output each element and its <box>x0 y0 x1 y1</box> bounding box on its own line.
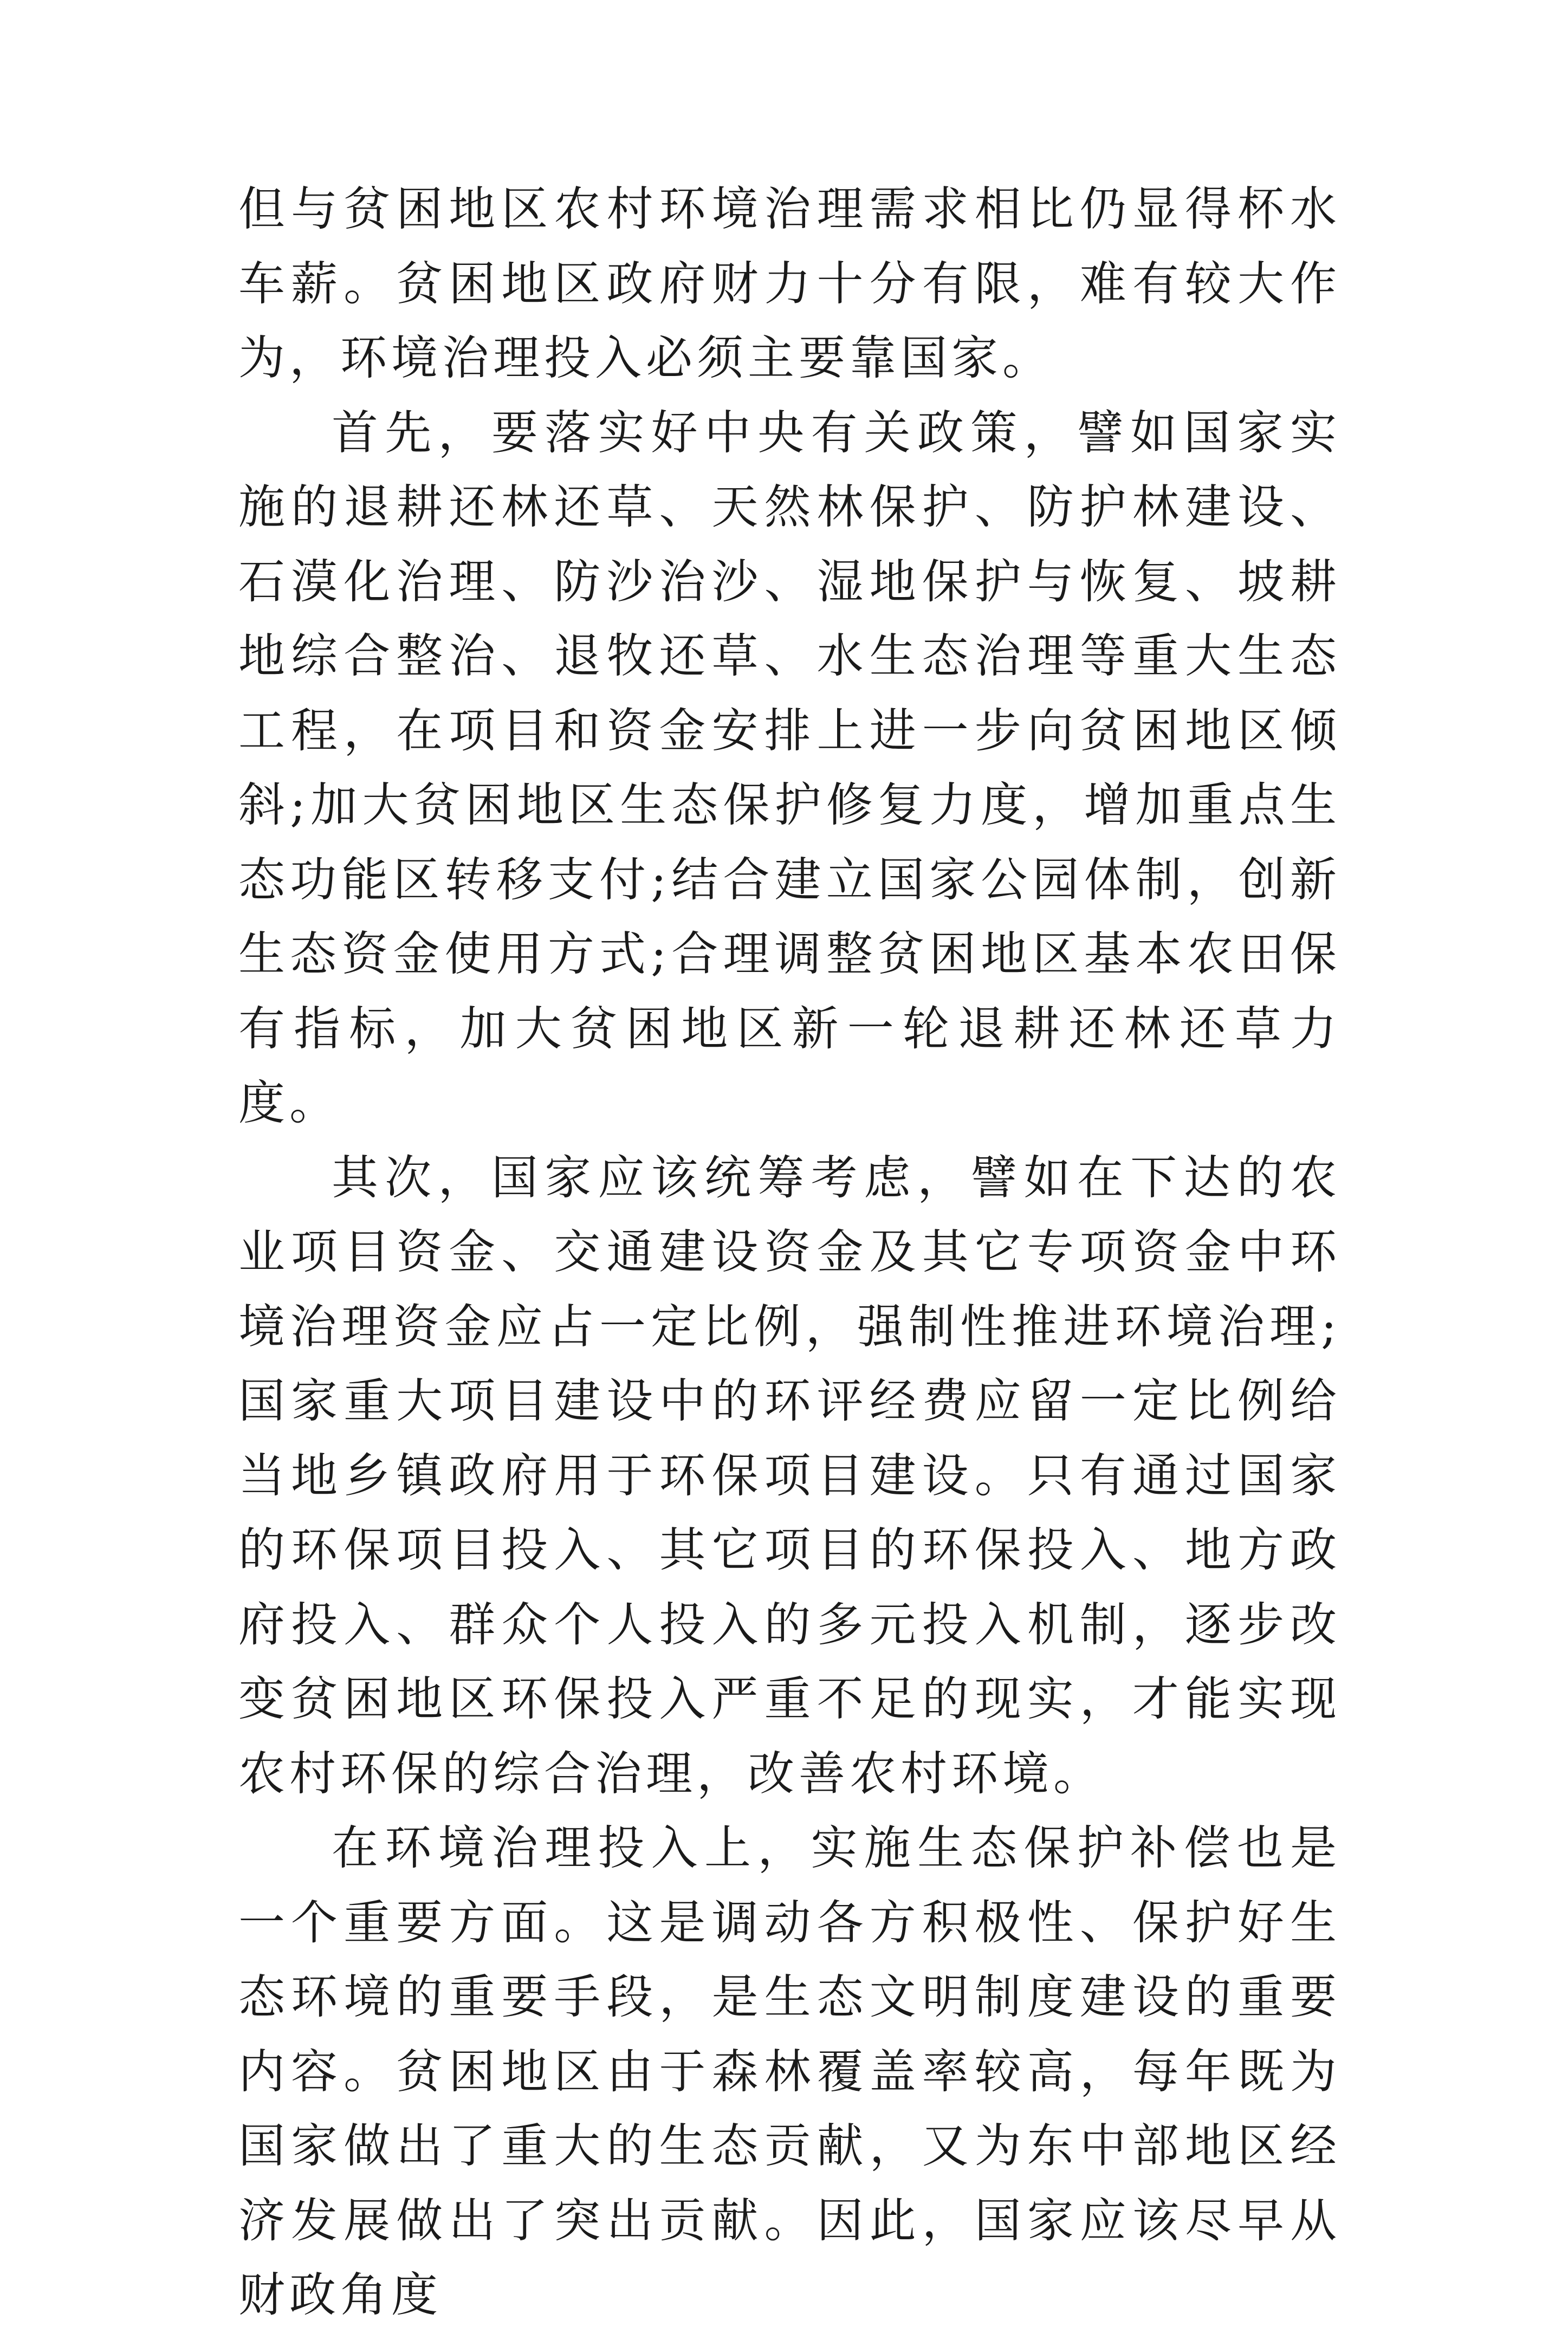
paragraph-4: 在环境治理投入上，实施生态保护补偿也是一个重要方面。这是调动各方积极性、保护好生态环境的重要手段，是生态文明制度建设的重要内容。贫困地区由于森林覆盖率较高，每年既为国家做出了重大的生态贡献，又为东中部地区经济发展做出了突出贡献。因此，国家应该尽早从财政角度 <box>238 1821 1341 2322</box>
document-body <box>238 172 1341 2333</box>
paragraph-3: 其次，国家应该统筹考虑，譬如在下达的农业项目资金、交通建设资金及其它专项资金中环境治理资金应占一定比例，强制性推进环境治理;国家重大项目建设中的环评经费应留一定比例给当地乡镇政府用于环保项目建设。只有通过国家的环保项目投入、其它项目的环保投入、地方政府投入、群众个人投入的多元投入机制，逐步改变贫困地区环保投入严重不足的现实，才能实现农村环保的综合治理，改善农村环境。 <box>238 1150 1341 1801</box>
paragraph-1: 但与贫困地区农村环境治理需求相比仍显得杯水车薪。贫困地区政府财力十分有限，难有较大作为，环境治理投入必须主要靠国家。 <box>238 182 1341 385</box>
paragraph-2: 首先，要落实好中央有关政策，譬如国家实施的退耕还林还草、天然林保护、防护林建设、石漠化治理、防沙治沙、湿地保护与恢复、坡耕地综合整治、退牧还草、水生态治理等重大生态工程，在项目和资金安排上进一步向贫困地区倾斜;加大贫困地区生态保护修复力度，增加重点生态功能区转移支付;结合建立国家公园体制，创新生态资金使用方式;合理调整贫困地区基本农田保有指标，加大贫困地区新一轮退耕还林还草力度。 <box>238 405 1341 1130</box>
